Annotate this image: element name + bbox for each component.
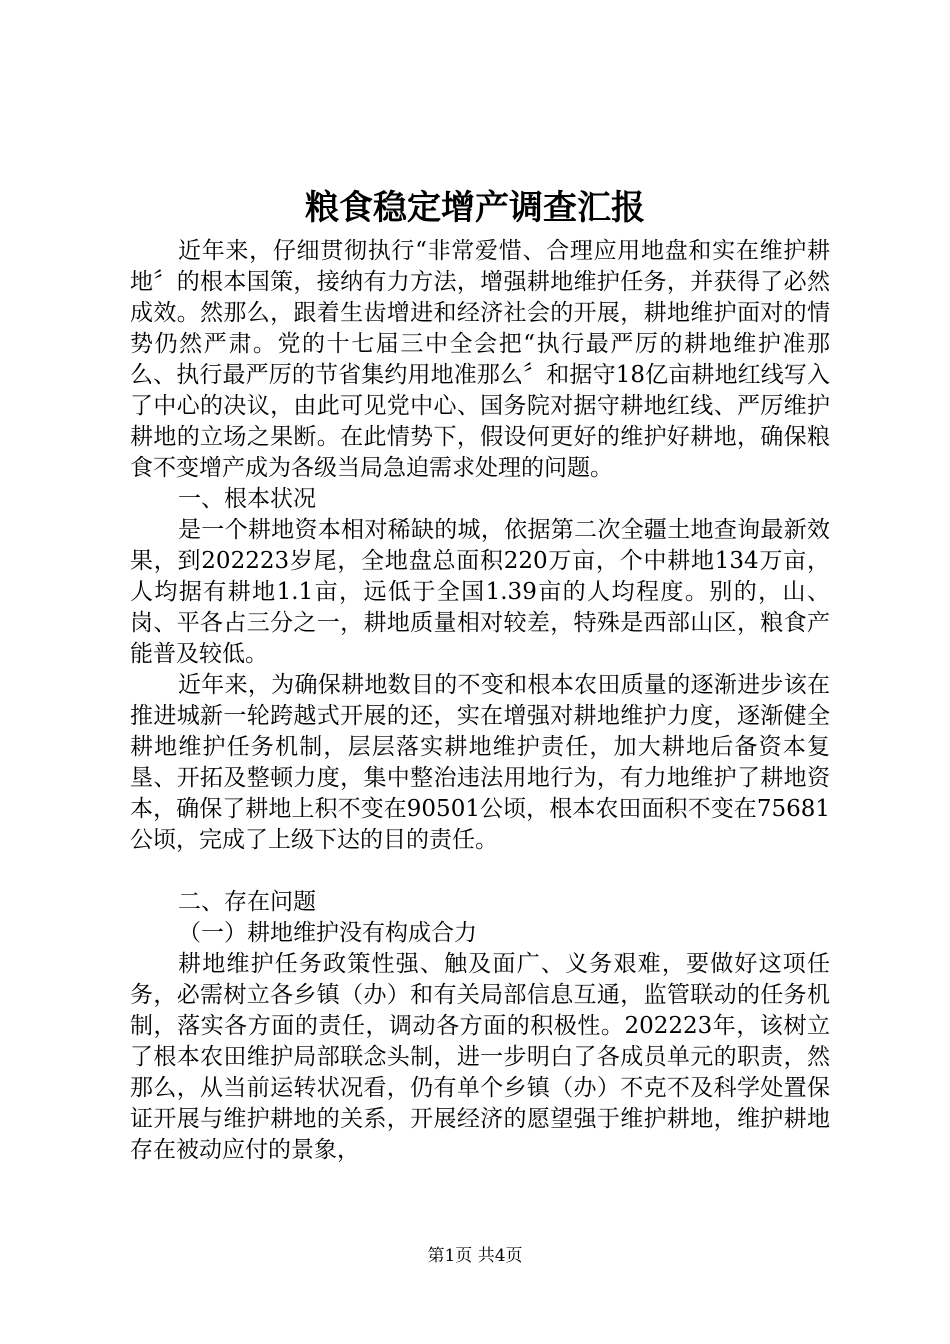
paragraph-basic-situation: 是一个耕地资本相对稀缺的城，依据第二次全疆土地查询最新效果，到202223岁尾，全地盘总面积220万亩，个中耕地134万亩，人均据有耕地1.1亩，远低于全国1.39亩的人均程度。别的，山、岗、平各占三分之一，耕地质量相对较差，特殊是西部山区，粮食产能普及较低。 <box>130 517 830 667</box>
document-title: 粮食稳定增产调查汇报 <box>305 188 645 228</box>
section-heading-problems: 二、存在问题 <box>178 889 316 915</box>
page-footer: 第1页 共4页 <box>427 1246 523 1266</box>
document-body <box>130 236 830 1166</box>
paragraph-recent-efforts: 近年来，为确保耕地数目的不变和根本农田质量的逐渐进步该在推进城新一轮跨越式开展的还，实在增强对耕地维护力度，逐渐健全耕地维护任务机制，层层落实耕地维护责任，加大耕地后备资本复垦、开拓及整顿力度，集中整治违法用地行为，有力地维护了耕地资本，确保了耕地上积不变在90501公顷，根本农田面积不变在75681公顷，完成了上级下达的目的责任。 <box>130 672 830 853</box>
section-heading-basic-situation: 一、根本状况 <box>178 486 316 512</box>
paragraph-intro: 近年来，仔细贯彻执行“非常爱惜、合理应用地盘和实在维护耕地〞的根本国策，接纳有力方法，增强耕地维护任务，并获得了必然成效。然那么，跟着生齿增进和经济社会的开展，耕地维护面对的情势仍然严肃。党的十七届三中全会把“执行最严厉的耕地维护准那么、执行最严厉的节省集约用地准那么〞和据守18亿亩耕地红线写入了中心的决议，由此可见党中心、国务院对据守耕地红线、严厉维护耕地的立场之果断。在此情势下，假设何更好的维护好耕地，确保粮食不变增产成为各级当局急迫需求处理的问题。 <box>130 238 830 481</box>
paragraph-no-synergy: 耕地维护任务政策性强、触及面广、义务艰难，要做好这项任务，必需树立各乡镇（办）和有关局部信息互通，监管联动的任务机制，落实各方面的责任，调动各方面的积极性。202223年，该树立了根本农田维护局部联念头制，进一步明白了各成员单元的职责，然那么，从当前运转状况看，仍有单个乡镇（办）不克不及科学处置保证开展与维护耕地的关系，开展经济的愿望强于维护耕地，维护耕地存在被动应付的景象， <box>130 951 830 1163</box>
subsection-heading-no-synergy: （一）耕地维护没有构成合力 <box>178 920 477 946</box>
paragraph-spacer <box>130 856 830 887</box>
